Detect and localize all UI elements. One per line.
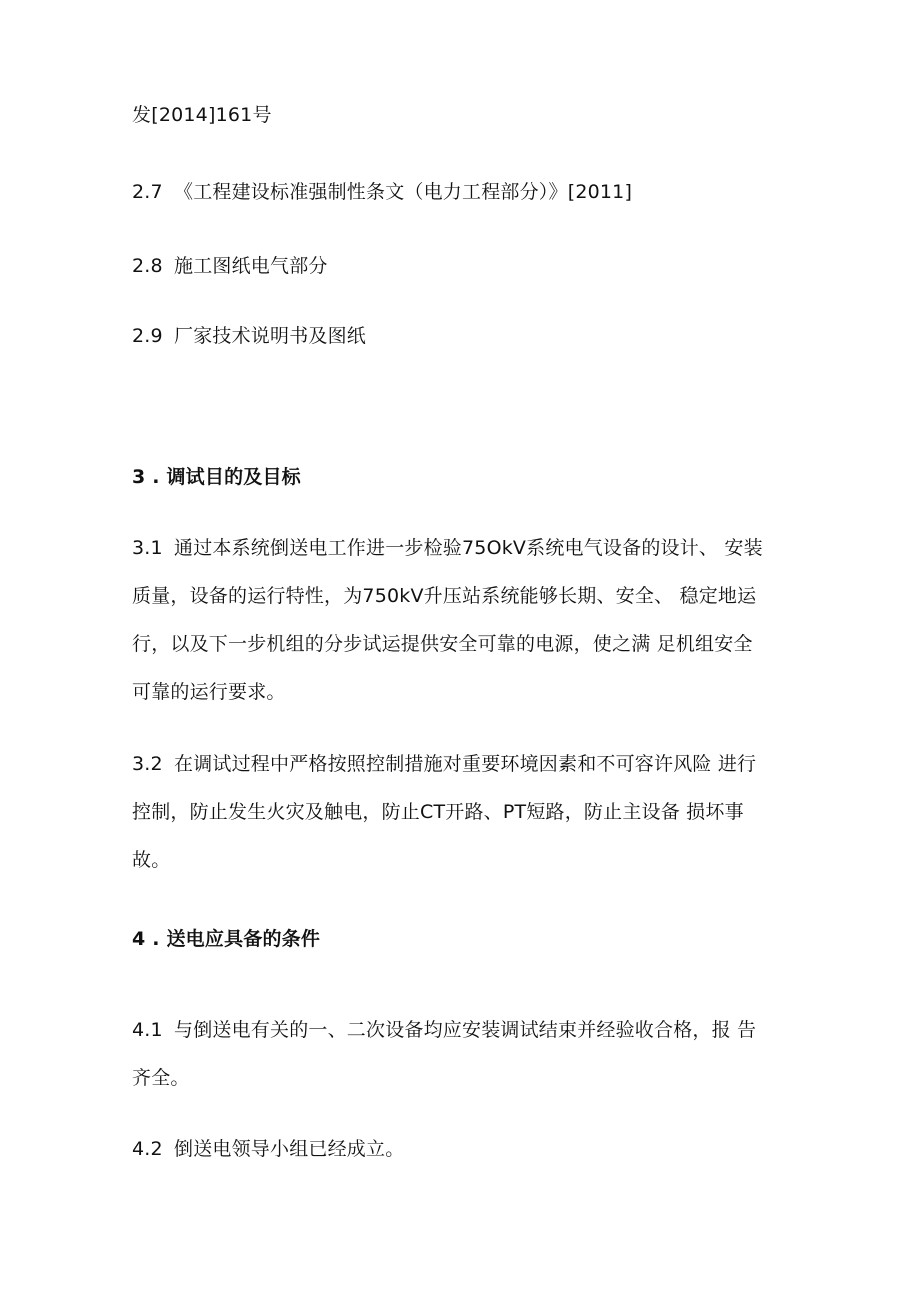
list-item-2-8 <box>132 254 328 278</box>
paragraph-3-2-line-3: 故。 <box>132 849 171 871</box>
item-text: 《工程建设标准强制性条文（电力工程部分）》[2011] <box>174 181 633 203</box>
paragraph-text: 与倒送电有关的一、二次设备均应安装调试结束并经验收合格，报 告 <box>174 1019 757 1041</box>
list-item-2-9 <box>132 324 366 348</box>
item-text: 厂家技术说明书及图纸 <box>174 325 367 347</box>
paragraph-number: 3.1 <box>132 537 163 559</box>
paragraph-3-1-line-1 <box>132 536 763 560</box>
paragraph-text: 在调试过程中严格按照控制措施对重要环境因素和不可容许风险 进行 <box>174 753 757 775</box>
paragraph-number: 4.2 <box>132 1138 163 1160</box>
continuation-line: 发[2014]161号 <box>132 104 272 126</box>
paragraph-text: 倒送电领导小组已经成立。 <box>174 1138 405 1160</box>
paragraph-4-1-line-2: 齐全。 <box>132 1067 190 1089</box>
paragraph-number: 3.2 <box>132 753 163 775</box>
paragraph-3-1-line-3: 行，以及下一步机组的分步试运提供安全可靠的电源，使之满 足机组安全 <box>132 633 753 655</box>
item-number: 2.9 <box>132 325 163 347</box>
paragraph-3-1-line-4: 可靠的运行要求。 <box>132 681 286 703</box>
item-number: 2.7 <box>132 181 163 203</box>
section-3-heading: 3 . 调试目的及目标 <box>132 466 301 488</box>
paragraph-number: 4.1 <box>132 1019 163 1041</box>
list-item-2-7 <box>132 180 632 204</box>
paragraph-3-2-line-1 <box>132 752 756 776</box>
paragraph-4-1-line-1 <box>132 1018 756 1042</box>
paragraph-4-2 <box>132 1137 404 1161</box>
paragraph-text: 通过本系统倒送电工作进一步检验75OkV系统电气设备的设计、 安装 <box>174 537 763 559</box>
paragraph-3-1-line-2: 质量，设备的运行特性，为750kV升压站系统能够长期、安全、 稳定地运 <box>132 585 757 607</box>
section-4-heading: 4 . 送电应具备的条件 <box>132 928 321 950</box>
item-number: 2.8 <box>132 255 163 277</box>
item-text: 施工图纸电气部分 <box>174 255 328 277</box>
paragraph-3-2-line-2: 控制，防止发生火灾及触电，防止CT开路、PT短路，防止主设备 损坏事 <box>132 801 744 823</box>
